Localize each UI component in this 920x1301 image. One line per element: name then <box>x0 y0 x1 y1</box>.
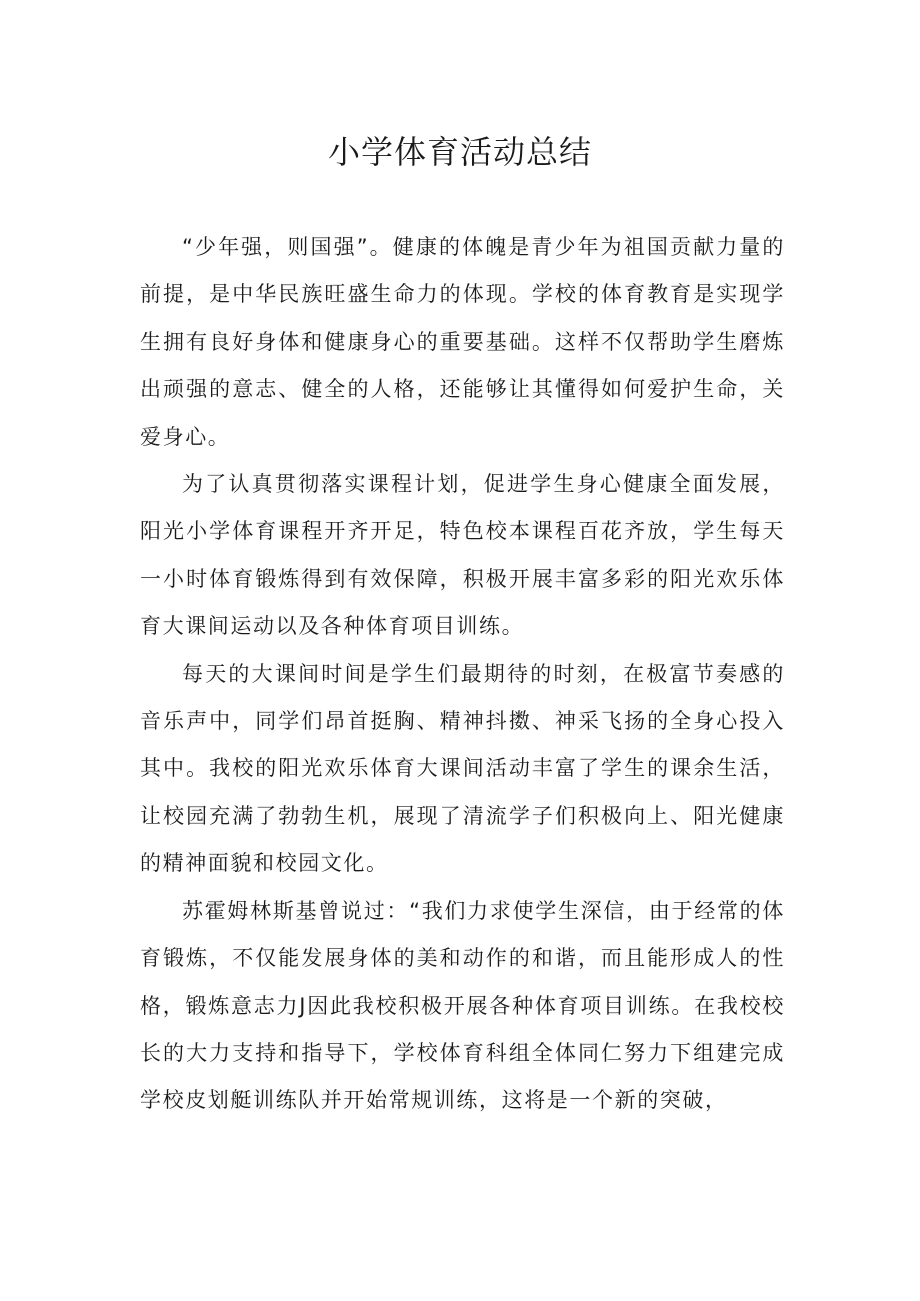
paragraph-3: 每天的大课间时间是学生们最期待的时刻，在极富节奏感的音乐声中，同学们昂首挺胸、精神抖擞、神采飞扬的全身心投入其中。我校的阳光欢乐体育大课间活动丰富了学生的课余生活，让校园充满了勃勃生机，展现了清流学子们积极向上、阳光健康的精神面貌和校园文化。 <box>140 661 785 876</box>
document-title: 小学体育活动总结 <box>327 133 592 171</box>
paragraph-1: “少年强，则国强”。健康的体魄是青少年为祖国贡献力量的前提，是中华民族旺盛生命力的体现。学校的体育教育是实现学生拥有良好身体和健康身心的重要基础。这样不仅帮助学生磨炼出顽强的意志、健全的人格，还能够让其懂得如何爱护生命，关爱身心。 <box>140 235 785 449</box>
paragraph-2: 为了认真贯彻落实课程计划，促进学生身心健康全面发展，阳光小学体育课程开齐开足，特色校本课程百花齐放，学生每天一小时体育锻炼得到有效保障，积极开展丰富多彩的阳光欢乐体育大课间运动以及各种体育项目训练。 <box>140 472 785 639</box>
paragraph-4: 苏霍姆林斯基曾说过：“我们力求使学生深信，由于经常的体育锻炼，不仅能发展身体的美和动作的和谐，而且能形成人的性格，锻炼意志力J因此我校积极开展各种体育项目训练。在我校校长的大力支持和指导下，学校体育科组全体同仁努力下组建完成学校皮划艇训练队并开始常规训练，这将是一个新的突破， <box>140 898 785 1113</box>
document-body <box>140 224 785 1125</box>
